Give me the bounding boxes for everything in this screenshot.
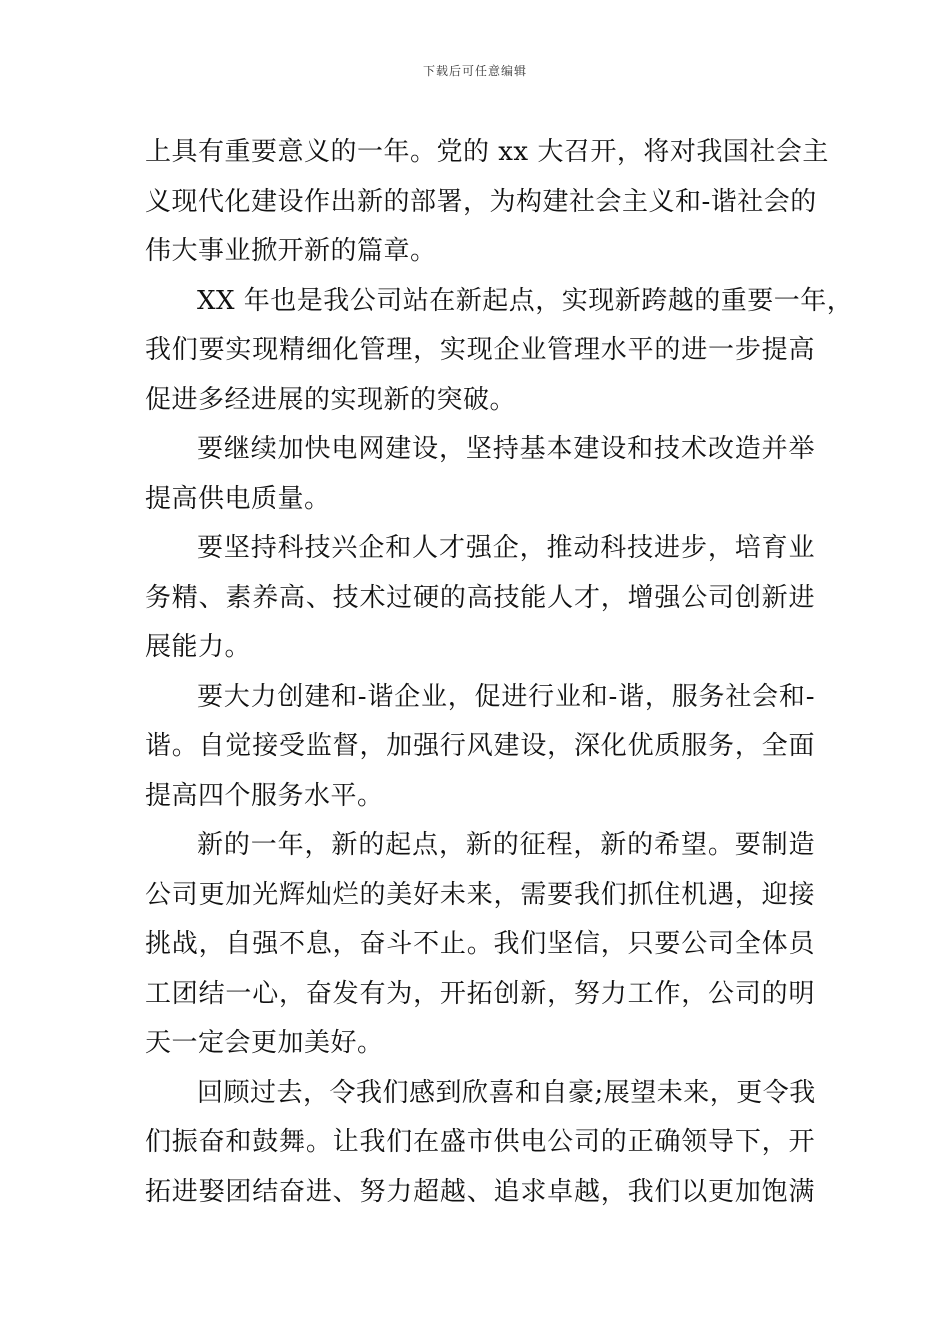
text-line: 提高供电质量。: [145, 483, 331, 514]
text-line: 促进多经进展的实现新的突破。: [145, 384, 517, 415]
text-line: 上具有重要意义的一年。党的 xx 大召开，将对我国社会主: [145, 137, 829, 167]
text-line: 伟大事业掀开新的篇章。: [145, 236, 437, 266]
paragraph: [145, 1069, 815, 1218]
paragraph: [145, 821, 815, 1069]
text-line: 义现代化建设作出新的部署，为构建社会主义和-谐社会的: [145, 186, 817, 217]
text-line: 新的一年，新的起点，新的征程，新的希望。要制造: [197, 830, 815, 860]
text-line: 提高四个服务水平。: [145, 780, 384, 811]
text-line: XX 年也是我公司站在新起点，实现新跨越的重要一年，: [197, 285, 854, 316]
paragraph: [145, 673, 815, 822]
text-line: 们振奋和鼓舞。让我们在盛市供电公司的正确领导下，开: [145, 1127, 815, 1157]
text-line: 我们要实现精细化管理，实现企业管理水平的进一步提高: [145, 335, 815, 365]
document-body: [145, 128, 854, 1217]
text-line: 拓进娶团结奋进、努力超越、追求卓越，我们以更加饱满: [145, 1176, 815, 1207]
text-line: 公司更加光辉灿烂的美好未来，需要我们抓住机遇，迎接: [145, 879, 815, 910]
text-line: 谐。自觉接受监督，加强行风建设，深化优质服务，全面: [145, 731, 815, 761]
text-line: 展能力。: [145, 632, 252, 662]
text-line: 工团结一心，奋发有为，开拓创新，努力工作，公司的明: [145, 978, 815, 1009]
paragraph: [145, 425, 815, 524]
text-line: 回顾过去，令我们感到欣喜和自豪;展望未来，更令我: [197, 1077, 816, 1108]
text-line: 要大力创建和-谐企业，促进行业和-谐，服务社会和-: [197, 681, 815, 712]
paragraph: [145, 524, 815, 673]
paragraph: [145, 277, 854, 426]
text-line: 要坚持科技兴企和人才强企，推动科技进步，培育业: [197, 533, 815, 563]
paragraph: [145, 128, 829, 277]
text-line: 挑战，自强不息，奋斗不止。我们坚信，只要公司全体员: [145, 929, 815, 959]
text-line: 天一定会更加美好。: [145, 1028, 384, 1058]
text-line: 务精、素养高、技术过硬的高技能人才，增强公司创新进: [145, 582, 815, 613]
text-line: 要继续加快电网建设，坚持基本建设和技术改造并举: [197, 434, 815, 464]
page-header-note: 下载后可任意编辑: [422, 64, 527, 78]
